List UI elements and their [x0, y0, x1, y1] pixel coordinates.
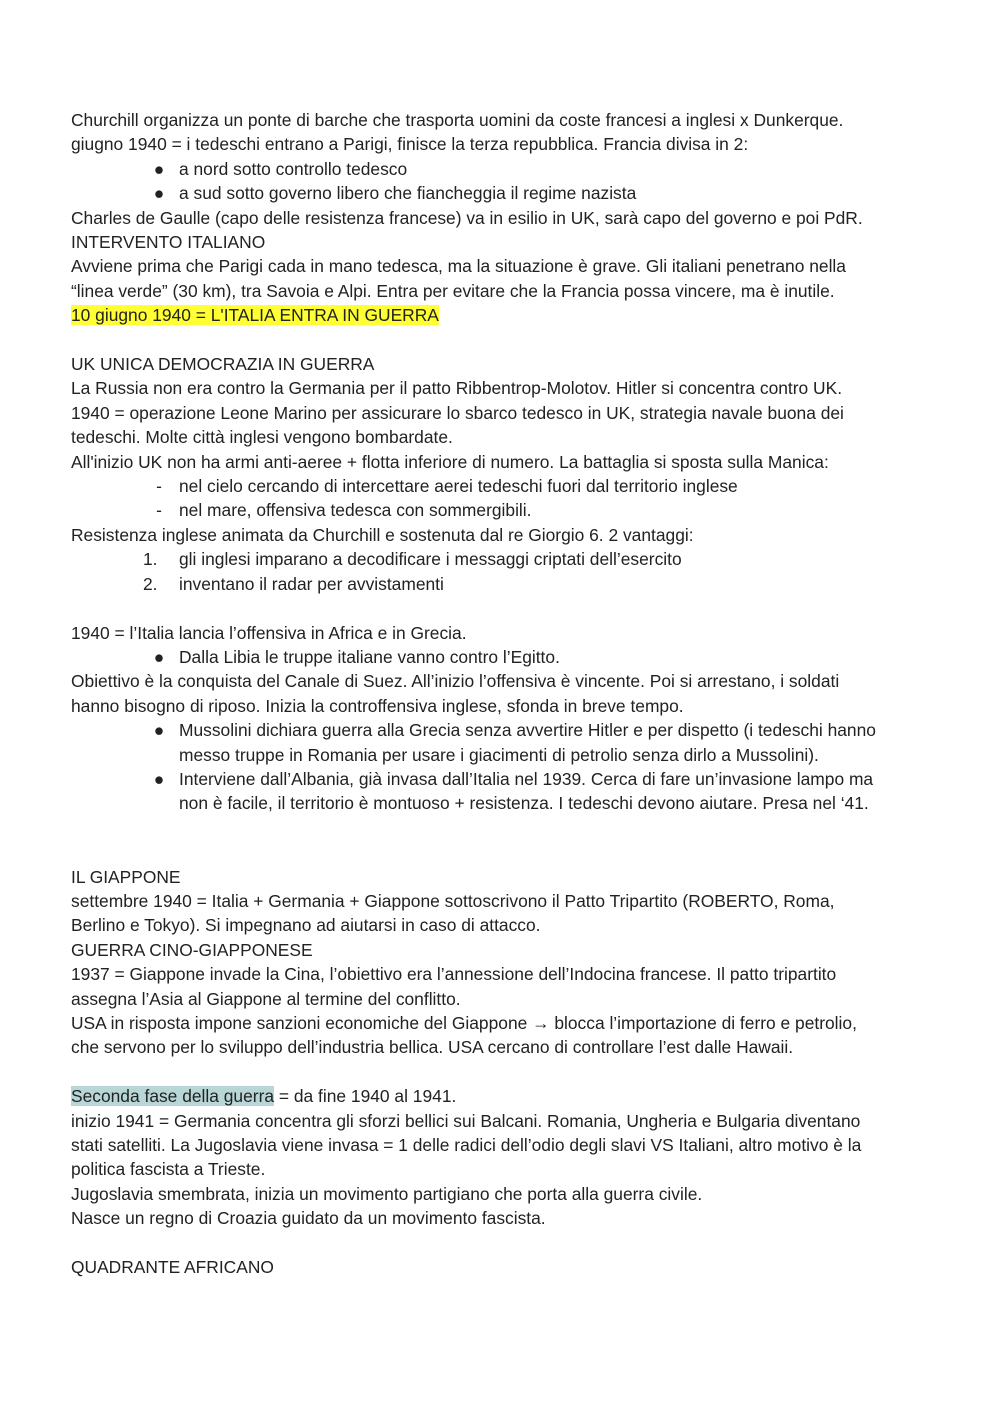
list-item-text: Dalla Libia le truppe italiane vanno contro l’Egitto. — [179, 646, 560, 667]
bullet-list-item-continuation — [71, 791, 941, 815]
highlighted-line — [71, 1084, 941, 1108]
paragraph-line: Nasce un regno di Croazia guidato da un movimento fascista. — [71, 1208, 546, 1229]
paragraph-line: 1937 = Giappone invade la Cina, l’obiettivo era l’annessione dell’Indocina francese. Il patto tripartito — [71, 964, 837, 985]
paragraph-line: tedeschi. Molte città inglesi vengono bombardate. — [71, 427, 453, 448]
numbered-list-item — [71, 572, 941, 596]
bullet-marker: ● — [153, 720, 165, 741]
paragraph-line: USA in risposta impone sanzioni economiche del Giappone → blocca l’importazione di ferro e petrolio, — [71, 1012, 857, 1033]
teal-highlight: Seconda fase della guerra — [71, 1086, 275, 1107]
paragraph-line: “linea verde” (30 km), tra Savoia e Alpi. Entra per evitare che la Francia possa vincere, ma è inutile. — [71, 280, 835, 301]
bullet-list-item — [71, 645, 941, 669]
document-page — [71, 108, 941, 1279]
list-item-text: nel cielo cercando di intercettare aerei tedeschi fuori dal territorio inglese — [179, 476, 738, 497]
blank-line — [71, 328, 941, 352]
paragraph-line: Berlino e Tokyo). Si impegnano ad aiutarsi in caso di attacco. — [71, 915, 541, 936]
list-item-text: a nord sotto controllo tedesco — [179, 158, 408, 179]
paragraph-line: hanno bisogno di riposo. Inizia la controffensiva inglese, sfonda in breve tempo. — [71, 695, 684, 716]
paragraph-line: Charles de Gaulle (capo delle resistenza francese) va in esilio in UK, sarà capo del governo e poi PdR. — [71, 207, 863, 228]
bullet-marker: ● — [153, 158, 165, 179]
paragraph-line: Churchill organizza un ponte di barche che trasporta uomini da coste francesi a inglesi x Dunkerque. — [71, 110, 844, 130]
paragraph-line: che servono per lo sviluppo dell’industria bellica. USA cercano di controllare l’est dalle Hawaii. — [71, 1037, 794, 1058]
paragraph-line: politica fascista a Trieste. — [71, 1159, 266, 1180]
paragraph-line: La Russia non era contro la Germania per il patto Ribbentrop-Molotov. Hitler si concentra contro UK. — [71, 378, 843, 399]
paragraph-line: stati satelliti. La Jugoslavia viene invasa = 1 delle radici dell’odio degli slavi VS Italiani, altro motivo è la — [71, 1134, 862, 1155]
bullet-list-item — [71, 767, 941, 791]
paragraph-line: settembre 1940 = Italia + Germania + Giappone sottoscrivono il Patto Tripartito (ROBERTO, Roma, — [71, 890, 835, 911]
paragraph-line: Obiettivo è la conquista del Canale di Suez. All’inizio l’offensiva è vincente. Poi si arrestano, i soldati — [71, 671, 840, 692]
section-heading: UK UNICA DEMOCRAZIA IN GUERRA — [71, 354, 375, 375]
bullet-list-item-continuation — [71, 743, 941, 767]
highlighted-line — [71, 303, 941, 327]
list-item-text: Interviene dall’Albania, già invasa dall’Italia nel 1939. Cerca di fare un’invasione lampo ma — [179, 768, 874, 789]
paragraph-line: 1940 = operazione Leone Marino per assicurare lo sbarco tedesco in UK, strategia navale buona dei — [71, 402, 844, 423]
numbered-list-item — [71, 547, 941, 571]
list-item-text: messo truppe in Romania per usare i giacimenti di petrolio senza dirlo a Mussolini). — [179, 744, 819, 765]
paragraph-line: All'inizio UK non ha armi anti-aeree + flotta inferiore di numero. La battaglia si sposta sulla Manica: — [71, 451, 829, 472]
dash-marker: - — [156, 476, 162, 497]
dash-marker: - — [156, 500, 162, 521]
blank-line — [71, 816, 941, 840]
section-heading: INTERVENTO ITALIANO — [71, 232, 266, 253]
bullet-list-item — [71, 718, 941, 742]
number-marker: 1. — [143, 549, 158, 570]
section-heading: IL GIAPPONE — [71, 866, 181, 887]
list-item-text: non è facile, il territorio è montuoso + resistenza. I tedeschi devono aiutare. Presa nel ‘41. — [179, 793, 869, 814]
paragraph-line: assegna l’Asia al Giappone al termine del conflitto. — [71, 988, 461, 1009]
blank-line — [71, 1060, 941, 1084]
section-heading: QUADRANTE AFRICANO — [71, 1257, 274, 1277]
line-text: = da fine 1940 al 1941. — [274, 1086, 457, 1107]
list-item-text: gli inglesi imparano a decodificare i messaggi criptati dell’esercito — [179, 549, 682, 570]
paragraph-line: 1940 = l’Italia lancia l’offensiva in Africa e in Grecia. — [71, 622, 467, 643]
paragraph-line: inizio 1941 = Germania concentra gli sforzi bellici sui Balcani. Romania, Ungheria e Bulgaria diventano — [71, 1110, 861, 1131]
bullet-marker: ● — [153, 768, 165, 789]
paragraph-line: Avviene prima che Parigi cada in mano tedesca, ma la situazione è grave. Gli italiani penetrano nella — [71, 256, 846, 277]
blank-line — [71, 1231, 941, 1255]
blank-line — [71, 596, 941, 620]
paragraph-line: Jugoslavia smembrata, inizia un movimento partigiano che porta alla guerra civile. — [71, 1183, 703, 1204]
paragraph-line: giugno 1940 = i tedeschi entrano a Parigi, finisce la terza repubblica. Francia divisa in 2: — [71, 134, 749, 155]
bullet-marker: ● — [153, 183, 165, 204]
blank-line — [71, 840, 941, 864]
bullet-marker: ● — [153, 646, 165, 667]
list-item-text: Mussolini dichiara guerra alla Grecia senza avvertire Hitler e per dispetto (i tedeschi hanno — [179, 720, 876, 741]
paragraph-line: Resistenza inglese animata da Churchill e sostenuta dal re Giorgio 6. 2 vantaggi: — [71, 524, 694, 545]
section-heading: GUERRA CINO-GIAPPONESE — [71, 939, 313, 960]
yellow-highlight: 10 giugno 1940 = L'ITALIA ENTRA IN GUERRA — [71, 305, 439, 326]
list-item-text: nel mare, offensiva tedesca con sommergibili. — [179, 500, 532, 521]
number-marker: 2. — [143, 573, 158, 594]
bullet-list-item — [71, 157, 941, 181]
dash-list-item — [71, 474, 941, 498]
list-item-text: a sud sotto governo libero che fiancheggia il regime nazista — [179, 183, 637, 204]
dash-list-item — [71, 498, 941, 522]
list-item-text: inventano il radar per avvistamenti — [179, 573, 444, 594]
bullet-list-item — [71, 181, 941, 205]
